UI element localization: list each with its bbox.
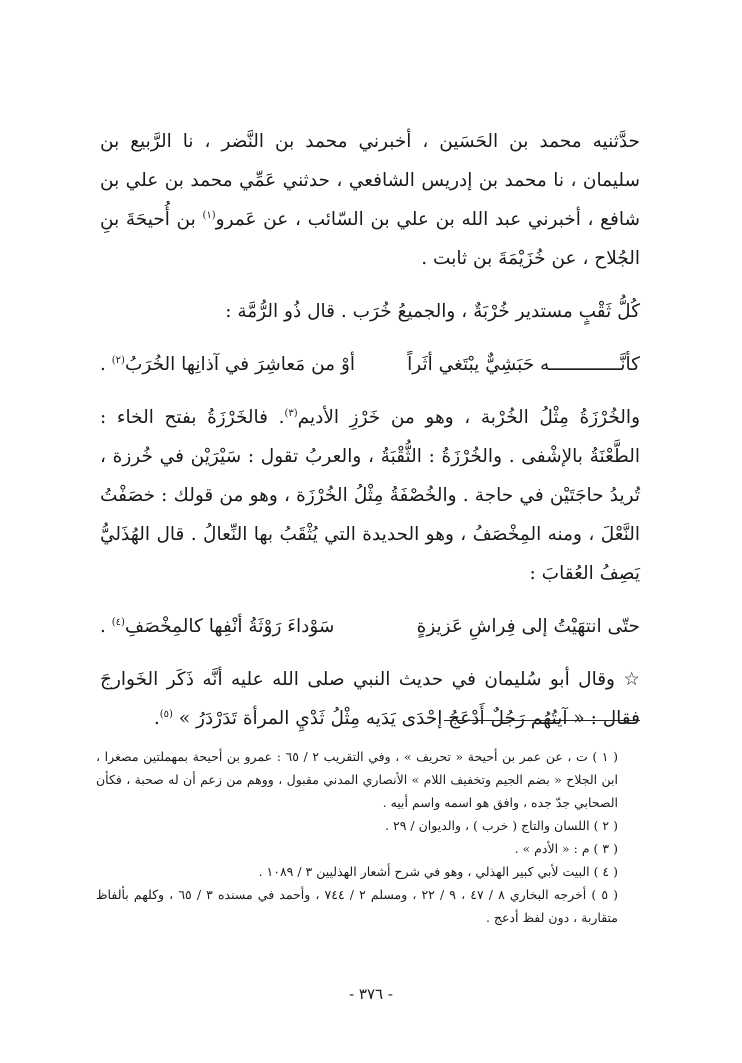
page-number: - ٣٧٦ - [349,985,393,1003]
footnote-3: ( ٣ ) م : « الأدم » . [514,841,618,856]
verse-2-second-text: سَوْداءَ رَوْثَةُ أنْفِها كالمِخْصَفِ [124,616,335,637]
footnote-ref-1: (١) [202,209,216,221]
verse-line-1 [100,345,640,384]
verse-2-end: . [100,616,112,637]
isnad-paragraph [100,122,640,278]
footnote-ref-2: (٢) [111,354,125,366]
hadith-paragraph [100,660,640,738]
verse-line-2 [100,607,640,646]
isnad-text: حدَّثنيه محمد بن الحَسَين ، أخبرني محمد بن النَّضر ، نا الرَّبيع بن سليمان ، نا محمد بن إدريس الشافعي ، حدثني عَمِّي محمد بن علي بن شافع ، أخبرني عبد الله بن علي بن السّائب ، عن عَمرو [100,131,640,230]
footnote-ref-5: (٥) [159,708,173,720]
footnote-1: ( ١ ) ت ، عن عمر بن أحيحة « تحريف » ، وفي التقريب ٢ / ٦٥ : عمرو بن أحيحة بمهملتين مصغرا ، ابن الجلاح « بضم الجيم وتخفيف اللام » الأنصاري المدني مقبول ، ووهم من زعم أن له صحبة ، فكأن الصحابي جدّ جده ، وافق هو اسمه واسم أبيه . [96,749,618,810]
hadith-text: ☆ وقال أبو سُليمان في حديث النبي صلى الله عليه أنَّه ذَكَر الخَوارجَ فقال : « آيتُهُم رَجُلٌ أَدْعَجُ إحْدَى يَدَيه مِثْلُ ثَدْيِ المرأة تَدَرْدَرُ » [100,669,640,729]
verse-1-second-text: أوْ من مَعاشِرَ في آذانِها الخُرَبُ [124,354,356,375]
khurza-text: والخُرْزَةُ مِثْلُ الخُرْبة ، وهو من خَرْزِ الأديم [297,407,640,428]
footnote-5: ( ٥ ) أخرجه البخاري ٨ / ٤٧ ، ٩ / ٢٢ ، ومسلم ٢ / ٧٤٤ ، وأحمد في مسنده ٣ / ٦٥ ، وكلهم بألفاظ متقاربة ، دون لفظ أدعج . [96,887,618,925]
footnote-2: ( ٢ ) اللسان والتاج ( خرب ) ، والديوان / ٢٩ . [385,818,618,833]
isnad-text-end: بن أُحيحَةَ بنِ الجُلاح ، عن خُزَيْمَةَ بن ثابت . [100,209,640,269]
hadith-end: . [153,708,160,729]
verse-2-first-hemistich: حتّى انتهَيْتُ إلى فِراشِ عَزيزةٍ [416,616,640,637]
khurza-paragraph [100,398,640,593]
definition-paragraph [100,292,640,331]
main-text [100,122,640,738]
footnote-ref-4: (٤) [111,616,125,628]
footnote-4: ( ٤ ) البيت لأبي كبير الهذلي ، وهو في شرح أشعار الهذليين ٣ / ١٠٨٩ . [258,864,618,879]
khurza-text-rest: . فالخَرْزَةُ بفتح الخاء : الطَّعْنَةُ بالإشْفى . والخُرْزَةُ : الثُّقْبَةُ ، والعربُ تقول : سَيْرَيْن في خُرزة ، تُريدُ حاجَتَيْن في حاجة . والخُصْفَةُ مِثْلُ الخُرْزَة ، وهو من قولك : خصَفْتُ النَّعْلَ ، ومنه المِخْصَفُ ، وهو الحديدة التي يُثْقَبُ بها النِّعالُ . قال الهُذَليُّ يَصِفُ العُقابَ : [100,407,640,584]
footnote-ref-3: (٣) [284,407,298,419]
verse-1-end: . [100,354,112,375]
footnote-divider [444,720,640,721]
definition-text: كُلُّ ثَقْبٍ مستدير خُرْبَةٌ ، والجميعُ خُرَب . قال ذُو الرُّمَّة : [225,301,640,322]
verse-1-second-hemistich [100,345,355,384]
verse-2-second-hemistich [100,607,334,646]
footnotes [96,745,640,929]
verse-1-first-hemistich: كأنَّـــــــــــــه حَبَشِيٌّ يبْتَغي أثَراً [407,354,640,375]
